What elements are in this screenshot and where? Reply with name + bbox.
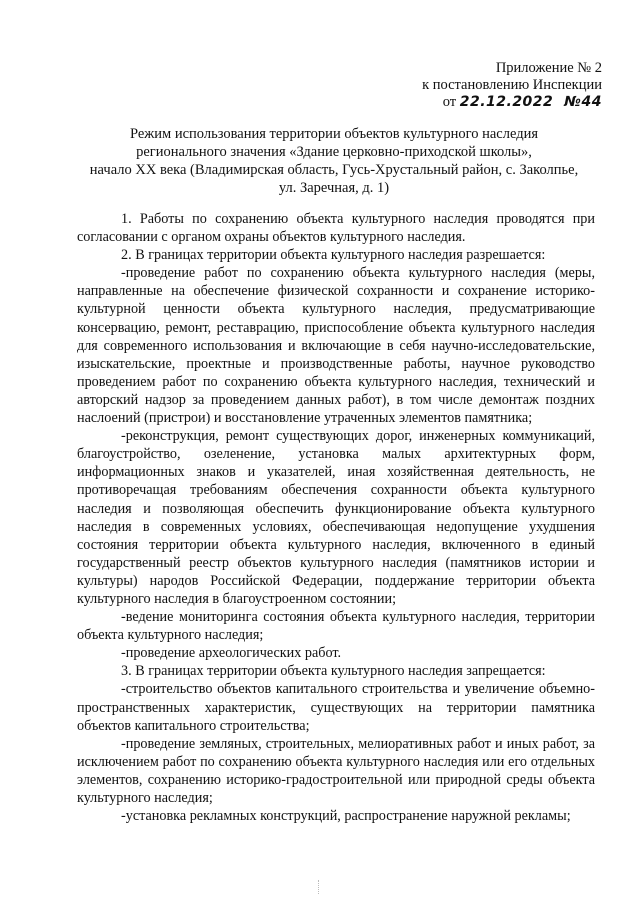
title-line-1: Режим использования территории объектов культурного наследия — [129, 126, 539, 142]
list-item: -проведение работ по сохранению объекта культурного наследия (меры, направленные на обеспечение физической сохранности и сохранение историко-культурной ценности объекта культурного наследия, предусматривающие консервацию, ремонт, реставрацию, приспособление объекта культурного наследия для современного использования и включающие в себя научно-исследовательские, изыскательские, проектные и производственные работы, научное руководство проведением работ по сохранению объекта культурного наследия, технический и авторский надзор за проведением данных работ), в том числе демонтаж поздних наслоений (пристрои) и восстановление утраченных элементов памятника; — [77, 265, 595, 427]
list-item: -ведение мониторинга состояния объекта культурного наследия, территории объекта культурного наследия; — [77, 609, 595, 644]
list-item: -реконструкция, ремонт существующих дорог, инженерных коммуникаций, благоустройство, озеленение, установка малых архитектурных форм, информационных знаков и указателей, иная хозяйственная деятельность, не противоречащая требованиям обеспечения сохранности объекта культурного наследия и позволяющая обеспечить функционирование объекта культурного наследия в современных условиях, обеспечивающая недопущение ухудшения состояния территории объекта культурного наследия, включенного в единый государственный реестр объектов культурного наследия (памятников истории и культуры) народов Российской Федерации, поддержание территории объекта культурного наследия в благоустроенном состоянии; — [77, 428, 595, 607]
annex-date-handwritten: 22.12.2022 — [459, 94, 554, 110]
list-item: -строительство объектов капитального строительства и увеличение объемно-пространственных характеристик, существующих на территории памятника объектов капитального строительства; — [77, 681, 595, 734]
annex-date-prefix: от — [442, 94, 457, 110]
annex-number: Приложение № 2 — [495, 60, 602, 76]
annex-reference: к постановлению Инспекции — [422, 77, 602, 93]
scan-artifact — [318, 880, 322, 894]
title-line-4: ул. Заречная, д. 1) — [278, 180, 390, 196]
title-line-2: регионального значения «Здание церковно-приходской школы», — [136, 144, 532, 160]
paragraph-2: 2. В границах территории объекта культурного наследия разрешается: — [121, 247, 546, 264]
paragraph-3: 3. В границах территории объекта культурного наследия запрещается: — [121, 663, 546, 680]
annex-date-line — [422, 94, 602, 111]
annex-number-handwritten: №44 — [564, 94, 602, 110]
document-title — [60, 125, 608, 197]
title-line-3: начало XX века (Владимирская область, Гусь-Хрустальный район, с. Заколпье, — [89, 162, 579, 178]
list-item: -установка рекламных конструкций, распространение наружной рекламы; — [121, 808, 571, 825]
annex-header — [422, 60, 602, 111]
list-item: -проведение археологических работ. — [121, 645, 342, 662]
paragraph-1: 1. Работы по сохранению объекта культурного наследия проводятся при согласовании с органом охраны объектов культурного наследия. — [77, 211, 595, 246]
document-body — [77, 210, 595, 825]
list-item: -проведение земляных, строительных, мелиоративных работ и иных работ, за исключением работ по сохранению объекта культурного наследия или его отдельных элементов, сохранению историко-градостроительной или природной среды объекта культурного наследия; — [77, 735, 595, 806]
